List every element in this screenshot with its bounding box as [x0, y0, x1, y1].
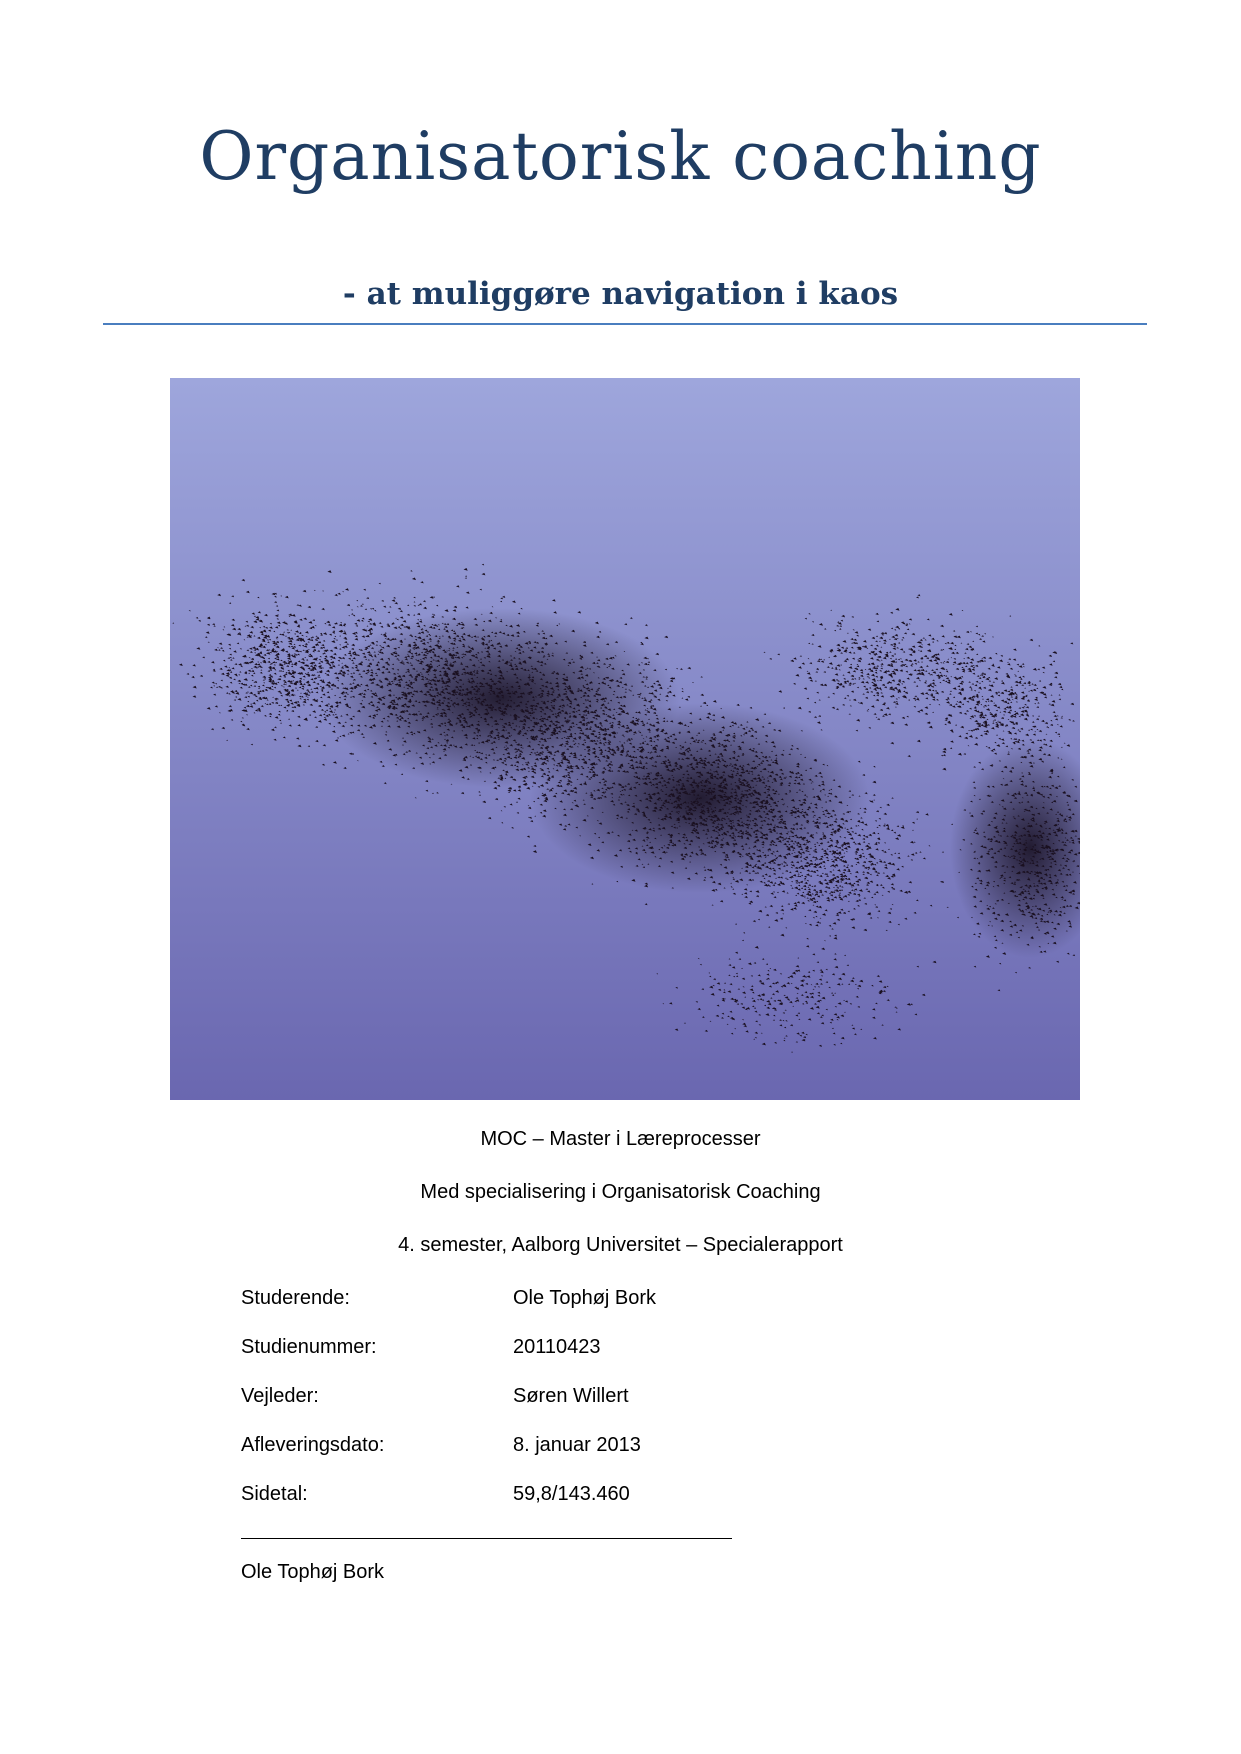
field-value-submission-date: 8. januar 2013 [513, 1434, 641, 1456]
field-label-submission-date: Afleveringsdato: [241, 1434, 385, 1456]
program-line-2: Med specialisering i Organisatorisk Coaching [420, 1181, 821, 1203]
field-label-page-count: Sidetal: [241, 1483, 308, 1505]
program-line-3: 4. semester, Aalborg Universitet – Specialerapport [398, 1234, 843, 1256]
field-label-student-number: Studienummer: [241, 1336, 377, 1358]
document-title: Organisatorisk coaching [199, 118, 1042, 195]
program-line-1: MOC – Master i Læreprocesser [480, 1128, 761, 1150]
murmuration-illustration [170, 378, 1080, 1100]
document-subtitle: - at muliggøre navigation i kaos [342, 276, 899, 312]
field-value-student: Ole Tophøj Bork [513, 1287, 657, 1309]
field-label-student: Studerende: [241, 1287, 350, 1309]
field-label-supervisor: Vejleder: [241, 1385, 319, 1407]
title-divider [103, 323, 1147, 325]
signature-line [241, 1538, 732, 1539]
signature-name: Ole Tophøj Bork [241, 1561, 385, 1583]
field-value-supervisor: Søren Willert [513, 1385, 629, 1407]
field-value-student-number: 20110423 [513, 1336, 601, 1358]
murmuration-photo [170, 378, 1080, 1100]
field-value-page-count: 59,8/143.460 [513, 1483, 630, 1505]
